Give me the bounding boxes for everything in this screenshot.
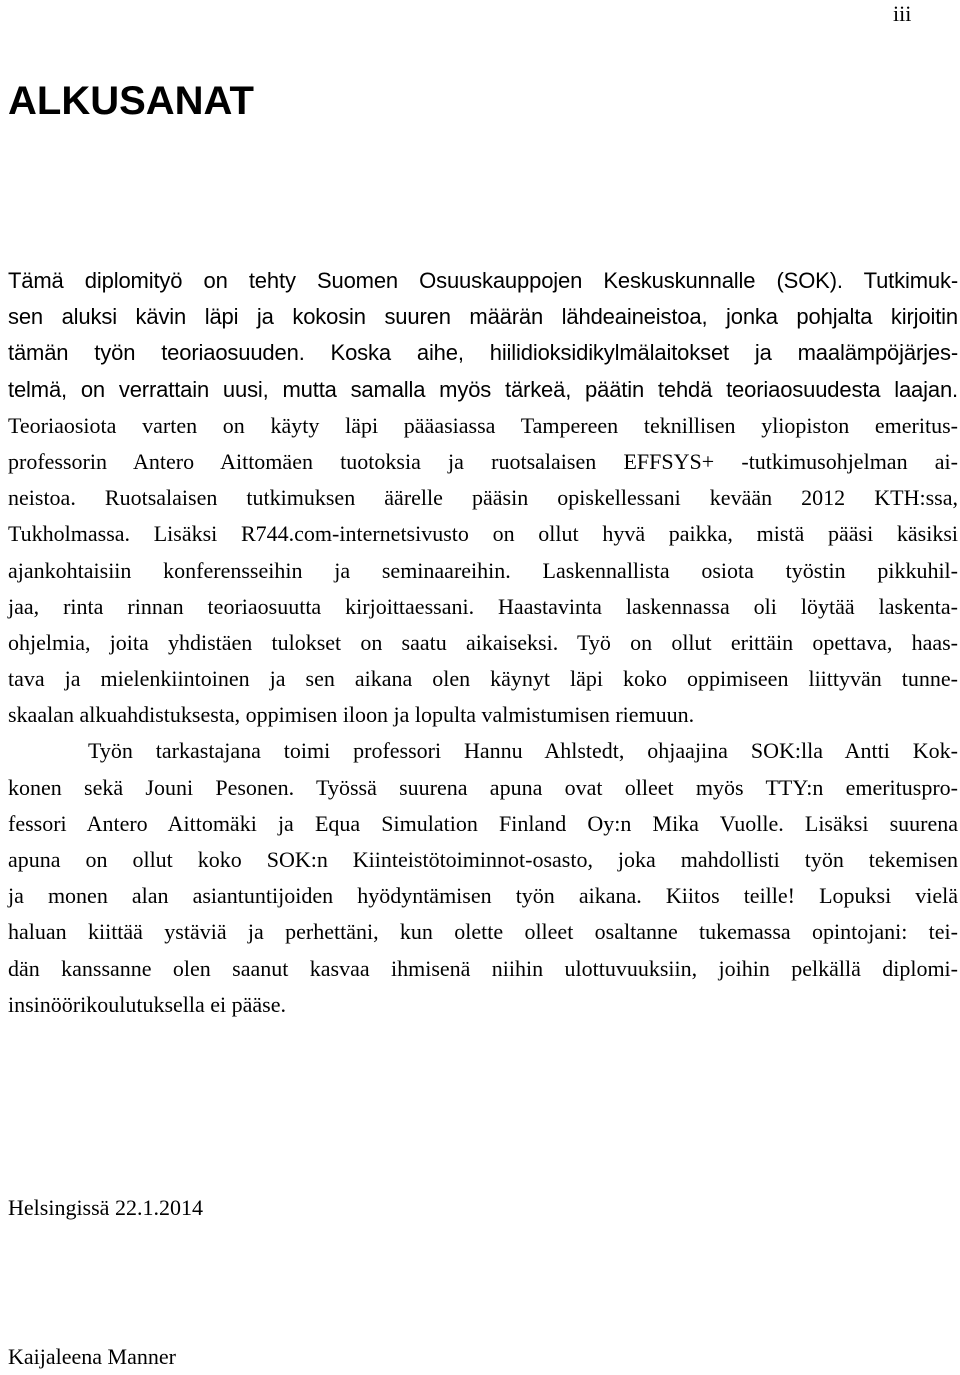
text-line: tämän työn teoriaosuuden. Koska aihe, hiilidioksidikylmälaitokset ja maalämpöjärjes- — [8, 340, 958, 366]
text-line: apuna on ollut koko SOK:n Kiinteistötoiminnot-osasto, joka mahdollisti työn tekemisen — [8, 847, 958, 872]
place-and-date: Helsingissä 22.1.2014 — [8, 1195, 203, 1220]
page-number: iii — [893, 1, 912, 26]
page-title: ALKUSANAT — [8, 79, 254, 123]
text-line: ja monen alan asiantuntijoiden hyödyntämisen työn aikana. Kiitos teille! Lopuksi vielä — [8, 883, 958, 909]
text-line: Tämä diplomityö on tehty Suomen Osuuskauppojen Keskuskunnalle (SOK). Tutkimuk- — [8, 268, 958, 293]
text-line: sen aluksi kävin läpi ja kokosin suuren määrän lähdeaineistoa, jonka pohjalta kirjoitin — [8, 304, 958, 330]
text-line: haluan kiittää ystäviä ja perhettäni, kun olette olleet osaltanne tukemassa opintojani: tei- — [8, 919, 958, 945]
text-line: telmä, on verrattain uusi, mutta samalla myös tärkeä, päätin tehdä teoriaosuudesta laajan. — [8, 376, 958, 402]
text-line: tava ja mielenkiintoinen ja sen aikana olen käynyt läpi koko oppimiseen liittyvän tunne- — [8, 666, 958, 692]
text-line: Tukholmassa. Lisäksi R744.com-internetsivusto on ollut hyvä paikka, mistä pääsi käsiksi — [8, 521, 958, 547]
text-line: dän kanssanne olen saanut kasvaa ihmisenä niihin ulottuvuuksiin, joihin pelkällä diplomi- — [8, 955, 958, 981]
text-line: Teoriaosiota varten on käyty läpi pääasiassa Tampereen teknillisen yliopiston emeritus- — [8, 412, 958, 438]
text-line: fessori Antero Aittomäki ja Equa Simulation Finland Oy:n Mika Vuolle. Lisäksi suurena — [8, 810, 958, 836]
author-name: Kaijaleena Manner — [8, 1344, 176, 1369]
text-line: neistoa. Ruotsalaisen tutkimuksen äärelle pääsin opiskellessani kevään 2012 KTH:ssa, — [8, 485, 958, 511]
text-line: professorin Antero Aittomäen tuotoksia ja ruotsalaisen EFFSYS+ -tutkimusohjelman ai- — [8, 448, 958, 474]
text-line: ajankohtaisiin konferensseihin ja seminaareihin. Laskennallista osiota työstin pikkuhil- — [8, 557, 958, 583]
foreword-body — [8, 263, 958, 1023]
text-line: insinöörikoulutuksella ei pääse. — [8, 991, 286, 1017]
text-line: ohjelmia, joita yhdistäen tulokset on saatu aikaiseksi. Työ on ollut erittäin opettava, haas- — [8, 629, 958, 655]
text-line: konen sekä Jouni Pesonen. Työssä suurena apuna ovat olleet myös TTY:n emerituspro- — [8, 774, 958, 800]
text-line: Työn tarkastajana toimi professori Hannu Ahlstedt, ohjaajina SOK:lla Antti Kok- — [88, 738, 958, 764]
text-line: jaa, rinta rinnan teoriaosuutta kirjoittaessani. Haastavinta laskennassa oli löytää laskenta- — [8, 593, 958, 619]
text-line: skaalan alkuahdistuksesta, oppimisen iloon ja lopulta valmistumisen riemuun. — [8, 702, 695, 728]
